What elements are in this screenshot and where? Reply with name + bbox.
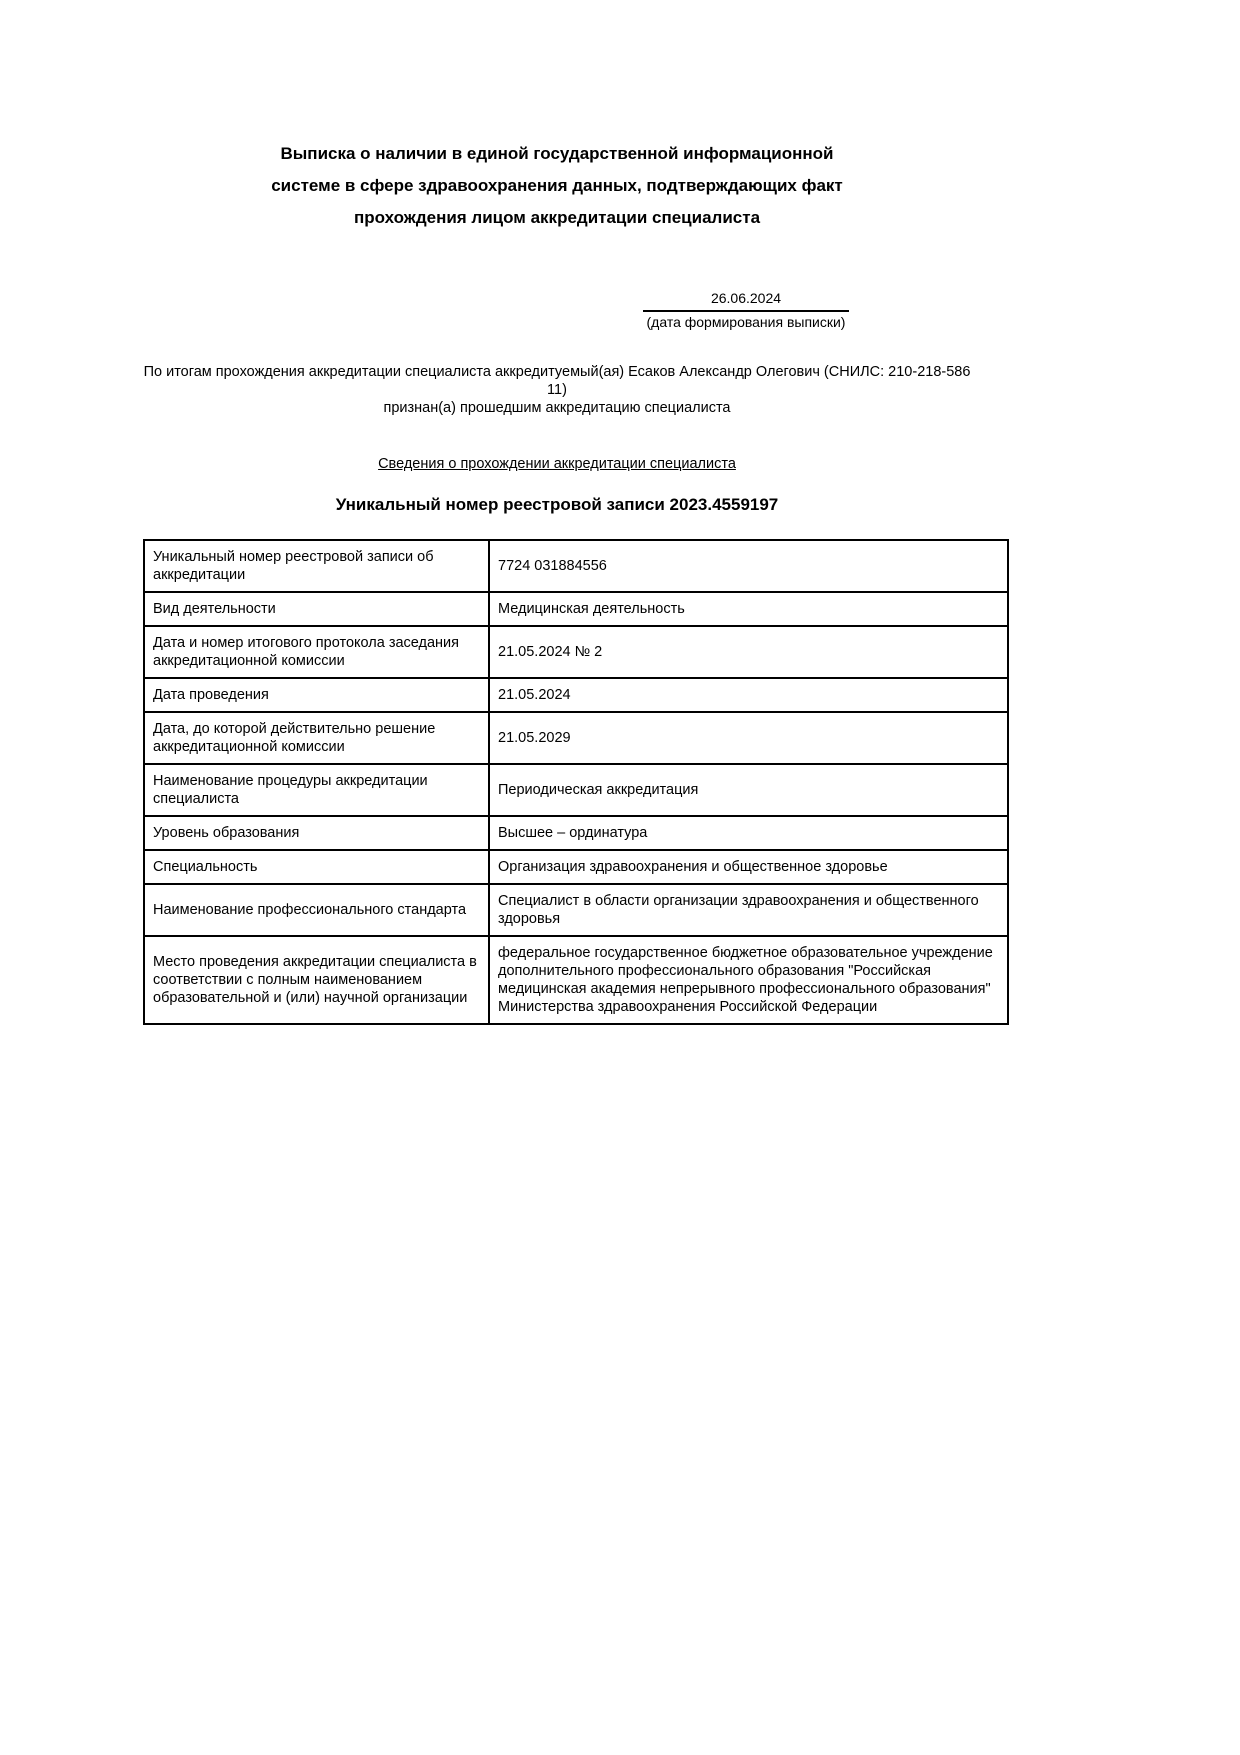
table-row — [144, 884, 1008, 936]
table-row-label: Наименование процедуры аккредитации специалиста — [144, 764, 489, 816]
table-row-value: 7724 031884556 — [489, 540, 1008, 592]
table-row-label: Уникальный номер реестровой записи об аккредитации — [144, 540, 489, 592]
table-row — [144, 626, 1008, 678]
table-row-label: Уровень образования — [144, 816, 489, 850]
table-row-value: Организация здравоохранения и общественное здоровье — [489, 850, 1008, 884]
table-row-label: Специальность — [144, 850, 489, 884]
document-title-line-3: прохождения лицом аккредитации специалиста — [353, 208, 761, 227]
extract-date-block — [643, 290, 849, 331]
table-row-value: федеральное государственное бюджетное образовательное учреждение дополнительного профессионального образования "Российская медицинская академия непрерывного профессионального образования" Министерства здравоохранения Российской Федерации — [489, 936, 1008, 1024]
section-heading: Сведения о прохождении аккредитации специалиста — [378, 456, 736, 472]
registry-number-heading: Уникальный номер реестровой записи 2023.4559197 — [335, 495, 779, 514]
table-row — [144, 712, 1008, 764]
table-row-value: Медицинская деятельность — [489, 592, 1008, 626]
accreditation-table — [143, 539, 1009, 1025]
table-row-label: Вид деятельности — [144, 592, 489, 626]
table-row — [144, 850, 1008, 884]
intro-paragraph — [143, 363, 971, 417]
extract-date-caption: (дата формирования выписки) — [646, 314, 846, 330]
table-row-label: Дата, до которой действительно решение аккредитационной комиссии — [144, 712, 489, 764]
document-title-line-1: Выписка о наличии в единой государственной информационной — [280, 144, 834, 163]
table-row — [144, 816, 1008, 850]
table-row — [144, 540, 1008, 592]
intro-line-2: признан(а) прошедшим аккредитацию специалиста — [383, 400, 731, 416]
table-row — [144, 764, 1008, 816]
document-content — [143, 0, 993, 1025]
table-row-label: Дата проведения — [144, 678, 489, 712]
intro-line-1: По итогам прохождения аккредитации специалиста аккредитуемый(ая) Есаков Александр Олегович (СНИЛС: 210-218-586 11) — [143, 364, 971, 398]
document-title-line-2: системе в сфере здравоохранения данных, подтверждающих факт — [271, 176, 843, 195]
table-row-label: Наименование профессионального стандарта — [144, 884, 489, 936]
table-row-value: Высшее – ординатура — [489, 816, 1008, 850]
table-row-value: 21.05.2029 — [489, 712, 1008, 764]
table-row-value: 21.05.2024 — [489, 678, 1008, 712]
table-row-label: Дата и номер итогового протокола заседания аккредитационной комиссии — [144, 626, 489, 678]
accreditation-table-body — [144, 540, 1008, 1024]
table-row — [144, 678, 1008, 712]
table-row-value: 21.05.2024 № 2 — [489, 626, 1008, 678]
table-row-value: Периодическая аккредитация — [489, 764, 1008, 816]
table-row — [144, 936, 1008, 1024]
table-row-label: Место проведения аккредитации специалиста в соответствии с полным наименованием образовательной и (или) научной организации — [144, 936, 489, 1024]
table-row-value: Специалист в области организации здравоохранения и общественного здоровья — [489, 884, 1008, 936]
table-row — [144, 592, 1008, 626]
extract-date-value: 26.06.2024 — [643, 290, 849, 312]
document-title — [143, 138, 971, 234]
